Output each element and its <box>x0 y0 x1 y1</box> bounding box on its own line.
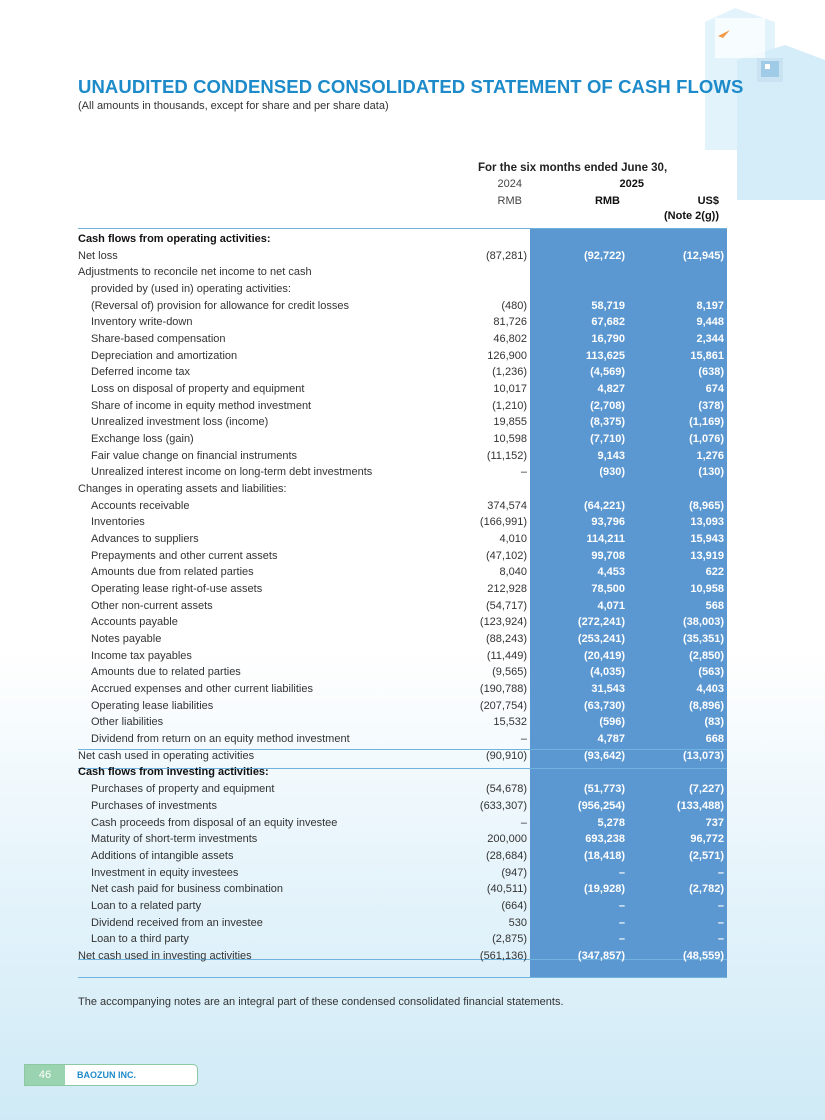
value-2025-usd: (48,559) <box>683 949 724 962</box>
row-label: Loan to a related party <box>91 899 202 912</box>
table-total-row <box>78 950 727 967</box>
table-row <box>78 733 727 750</box>
value-2024-rmb: 374,574 <box>487 499 527 512</box>
value-2025-rmb: (8,375) <box>590 416 625 429</box>
row-label: Inventories <box>91 516 145 529</box>
value-2024-rmb: 530 <box>508 916 527 929</box>
value-2025-usd: 2,344 <box>696 333 724 345</box>
value-2025-rmb: 9,143 <box>597 449 625 462</box>
table-row <box>78 333 727 350</box>
value-2025-rmb: – <box>618 916 625 929</box>
value-2025-usd: 1,276 <box>696 449 724 462</box>
value-2025-rmb: (596) <box>599 716 625 729</box>
value-2025-usd: 568 <box>705 599 724 612</box>
value-2025-usd: (2,571) <box>689 849 724 862</box>
table-row <box>78 233 727 250</box>
row-label: Amounts due to related parties <box>91 666 241 679</box>
row-label: Unrealized interest income on long-term debt investments <box>91 466 373 479</box>
currency-rmb-2024: RMB <box>497 195 522 207</box>
table-row <box>78 867 727 884</box>
value-2025-usd: 96,772 <box>690 833 724 846</box>
period-header: For the six months ended June 30, <box>478 162 668 174</box>
table-row <box>78 900 727 917</box>
year-2025-header: 2025 <box>619 178 644 190</box>
value-2024-rmb: (2,875) <box>492 933 527 946</box>
value-2025-usd: 10,958 <box>690 583 724 596</box>
row-label: Income tax payables <box>91 649 192 662</box>
value-2024-rmb: 81,726 <box>493 316 527 329</box>
value-2024-rmb: (88,243) <box>486 633 527 646</box>
value-2025-usd: 9,448 <box>696 316 724 329</box>
value-2025-rmb: (93,642) <box>584 749 625 762</box>
value-2025-usd: 668 <box>705 733 724 746</box>
row-label: Changes in operating assets and liabilities: <box>78 483 287 496</box>
value-2024-rmb: 8,040 <box>499 566 527 579</box>
table-row <box>78 933 727 950</box>
row-label: Operating lease liabilities <box>91 699 214 712</box>
value-2025-usd: (38,003) <box>683 616 724 629</box>
table-row <box>78 483 727 500</box>
row-label: Share of income in equity method investment <box>91 399 312 412</box>
value-2024-rmb: (190,788) <box>479 683 527 696</box>
page-subtitle: (All amounts in thousands, except for share and per share data) <box>78 100 389 112</box>
table-row <box>78 700 727 717</box>
row-label: Depreciation and amortization <box>91 349 238 362</box>
value-2025-rmb: (2,708) <box>590 399 625 412</box>
row-label: Net cash paid for business combination <box>91 883 283 896</box>
value-2025-usd: 737 <box>705 816 724 829</box>
row-label: Cash flows from operating activities: <box>78 233 271 245</box>
value-2025-usd: (638) <box>698 366 724 379</box>
value-2025-rmb: 78,500 <box>591 583 625 596</box>
value-2024-rmb: 200,000 <box>487 833 527 846</box>
value-2025-rmb: (930) <box>599 466 625 479</box>
value-2025-usd: (563) <box>698 666 724 679</box>
value-2025-usd: 622 <box>705 566 724 579</box>
value-2024-rmb: (90,910) <box>486 749 527 762</box>
table-row <box>78 366 727 383</box>
table-row <box>78 583 727 600</box>
value-2025-rmb: (92,722) <box>584 249 625 262</box>
row-label: Notes payable <box>91 633 162 646</box>
value-2024-rmb: 15,532 <box>493 716 527 729</box>
value-2025-usd: 674 <box>705 383 724 395</box>
table-row <box>78 500 727 517</box>
row-label: (Reversal of) provision for allowance for credit losses <box>91 299 349 312</box>
row-label: Dividend from return on an equity method investment <box>91 733 350 746</box>
value-2025-rmb: (19,928) <box>584 883 625 896</box>
value-2024-rmb: (54,678) <box>486 783 527 796</box>
table-row <box>78 616 727 633</box>
row-label: Additions of intangible assets <box>91 849 234 862</box>
table-row <box>78 817 727 834</box>
row-label: Accounts payable <box>91 616 178 629</box>
page-title: UNAUDITED CONDENSED CONSOLIDATED STATEMENT OF CASH FLOWS <box>78 76 744 97</box>
value-2025-rmb: 114,211 <box>586 533 625 546</box>
table-row <box>78 533 727 550</box>
row-label: Other liabilities <box>91 716 164 729</box>
table-row <box>78 850 727 867</box>
table-row <box>78 450 727 467</box>
row-label: Amounts due from related parties <box>91 566 254 579</box>
table-row <box>78 600 727 617</box>
table-row <box>78 917 727 934</box>
row-label: Investment in equity investees <box>91 866 239 879</box>
table-row <box>78 516 727 533</box>
table-row <box>78 383 727 400</box>
table-row <box>78 550 727 567</box>
table-row <box>78 316 727 333</box>
value-2024-rmb: 4,010 <box>499 533 527 546</box>
value-2025-usd: (133,488) <box>676 799 724 812</box>
footnote: The accompanying notes are an integral part of these condensed consolidated financial statements. <box>78 996 564 1008</box>
currency-note: (Note 2(g)) <box>664 210 719 222</box>
value-2024-rmb: (11,152) <box>486 449 527 462</box>
value-2025-rmb: (20,419) <box>584 649 625 662</box>
value-2025-usd: 13,919 <box>690 549 724 562</box>
header-rule <box>78 228 727 229</box>
value-2025-rmb: 5,278 <box>597 816 625 829</box>
value-2025-rmb: 4,453 <box>597 566 625 579</box>
row-label: Loss on disposal of property and equipment <box>91 383 305 395</box>
table-row <box>78 683 727 700</box>
value-2024-rmb: (9,565) <box>492 666 527 679</box>
value-2025-usd: (7,227) <box>689 783 724 796</box>
value-2025-usd: 13,093 <box>690 516 724 529</box>
row-label: Unrealized investment loss (income) <box>91 416 269 429</box>
value-2024-rmb: (28,684) <box>486 849 527 862</box>
row-label: Dividend received from an investee <box>91 916 263 929</box>
value-2025-rmb: (4,569) <box>590 366 625 379</box>
value-2024-rmb: 212,928 <box>487 583 527 596</box>
table-row <box>78 400 727 417</box>
value-2024-rmb: – <box>520 733 527 746</box>
value-2024-rmb: (47,102) <box>486 549 527 562</box>
value-2025-rmb: (956,254) <box>577 799 625 812</box>
value-2025-rmb: (64,221) <box>584 499 625 512</box>
row-label: Cash flows from investing activities: <box>78 766 269 779</box>
row-label: Net loss <box>78 249 118 262</box>
row-label: Prepayments and other current assets <box>91 549 278 562</box>
row-label: Cash proceeds from disposal of an equity investee <box>91 816 338 829</box>
row-label: Deferred income tax <box>91 366 191 379</box>
row-label: Advances to suppliers <box>91 533 199 546</box>
value-2025-rmb: – <box>618 866 625 879</box>
table-row <box>78 416 727 433</box>
value-2025-usd: (378) <box>698 399 724 412</box>
value-2025-usd: (35,351) <box>683 633 724 646</box>
value-2024-rmb: – <box>520 466 527 479</box>
value-2025-rmb: 93,796 <box>591 516 625 529</box>
value-2025-usd: (130) <box>698 466 724 479</box>
table-row <box>78 433 727 450</box>
value-2024-rmb: – <box>520 816 527 829</box>
value-2025-rmb: (63,730) <box>584 699 625 712</box>
value-2025-usd: – <box>717 899 724 912</box>
value-2025-rmb: (272,241) <box>577 616 625 629</box>
table-row <box>78 350 727 367</box>
table-row <box>78 800 727 817</box>
value-2025-rmb: 16,790 <box>591 333 625 345</box>
currency-rmb-2025: RMB <box>594 195 620 207</box>
value-2025-rmb: 4,071 <box>597 599 625 612</box>
value-2025-usd: 15,861 <box>690 349 724 362</box>
table-row <box>78 466 727 483</box>
value-2024-rmb: (123,924) <box>479 616 527 629</box>
value-2025-rmb: 4,787 <box>597 733 625 746</box>
value-2024-rmb: (87,281) <box>486 249 527 262</box>
table-row <box>78 666 727 683</box>
value-2024-rmb: (11,449) <box>486 649 527 662</box>
value-2025-usd: (1,076) <box>689 433 724 445</box>
page-number: 46 <box>25 1065 65 1085</box>
value-2025-rmb: 58,719 <box>591 299 625 312</box>
row-label: Purchases of investments <box>91 799 217 812</box>
table-row <box>78 633 727 650</box>
corner-decoration-illustration <box>685 0 825 200</box>
value-2025-rmb: (51,773) <box>584 783 625 796</box>
value-2024-rmb: 126,900 <box>487 349 527 362</box>
value-2025-usd: (1,169) <box>689 416 724 429</box>
table-row <box>78 883 727 900</box>
value-2025-rmb: (18,418) <box>584 849 625 862</box>
value-2025-usd: (83) <box>704 716 724 729</box>
year-2024-header: 2024 <box>497 178 522 190</box>
value-2024-rmb: (40,511) <box>486 883 527 896</box>
table-row <box>78 266 727 283</box>
row-label: Other non-current assets <box>91 599 213 612</box>
value-2024-rmb: (207,754) <box>479 699 527 712</box>
table-row <box>78 716 727 733</box>
value-2024-rmb: 19,855 <box>493 416 527 429</box>
row-label: Adjustments to reconcile net income to net cash <box>78 266 312 279</box>
value-2025-usd: (8,896) <box>689 699 724 712</box>
row-label: provided by (used in) operating activities: <box>91 283 291 295</box>
row-label: Maturity of short-term investments <box>91 833 258 846</box>
value-2025-rmb: (7,710) <box>590 433 625 445</box>
table-total-row <box>78 750 727 767</box>
investing-total-bottom-rule <box>78 977 727 978</box>
value-2025-usd: 15,943 <box>690 533 724 546</box>
value-2024-rmb: (480) <box>501 299 527 312</box>
value-2024-rmb: (664) <box>501 899 527 912</box>
row-label: Accounts receivable <box>91 499 190 512</box>
value-2024-rmb: (1,236) <box>492 366 527 379</box>
value-2025-usd: (12,945) <box>683 249 724 262</box>
row-label: Exchange loss (gain) <box>91 433 194 445</box>
table-row <box>78 783 727 800</box>
value-2025-rmb: 67,682 <box>591 316 625 329</box>
table-row <box>78 283 727 300</box>
value-2025-usd: – <box>717 916 724 929</box>
row-label: Net cash used in investing activities <box>78 949 252 962</box>
value-2025-usd: (2,782) <box>689 883 724 896</box>
value-2025-usd: – <box>717 933 724 946</box>
company-name: BAOZUN INC. <box>77 1070 136 1080</box>
page-footer-tab <box>24 1064 198 1086</box>
value-2024-rmb: (633,307) <box>479 799 527 812</box>
value-2025-usd: (8,965) <box>689 499 724 512</box>
value-2024-rmb: 10,598 <box>493 433 527 445</box>
value-2025-rmb: 693,238 <box>585 833 625 846</box>
value-2024-rmb: (561,136) <box>479 949 527 962</box>
table-row <box>78 833 727 850</box>
value-2025-rmb: – <box>618 899 625 912</box>
value-2025-usd: 8,197 <box>696 299 724 312</box>
value-2025-usd: (2,850) <box>689 649 724 662</box>
value-2025-usd: 4,403 <box>696 683 724 696</box>
table-row <box>78 566 727 583</box>
value-2025-usd: – <box>717 866 724 879</box>
value-2024-rmb: (947) <box>501 866 527 879</box>
value-2025-rmb: 4,827 <box>597 383 625 395</box>
row-label: Purchases of property and equipment <box>91 783 275 796</box>
value-2025-rmb: 31,543 <box>591 683 625 696</box>
row-label: Fair value change on financial instruments <box>91 449 298 462</box>
value-2024-rmb: (166,991) <box>479 516 527 529</box>
currency-usd: US$ <box>697 195 719 207</box>
row-label: Loan to a third party <box>91 933 189 946</box>
row-label: Operating lease right-of-use assets <box>91 583 263 596</box>
table-row <box>78 300 727 317</box>
value-2024-rmb: 46,802 <box>493 333 527 345</box>
table-row <box>78 766 727 783</box>
value-2025-rmb: – <box>618 933 625 946</box>
value-2025-rmb: (253,241) <box>577 633 625 646</box>
value-2025-rmb: (347,857) <box>577 949 625 962</box>
value-2024-rmb: (1,210) <box>492 399 527 412</box>
row-label: Net cash used in operating activities <box>78 749 255 762</box>
table-row <box>78 650 727 667</box>
value-2024-rmb: (54,717) <box>486 599 527 612</box>
row-label: Inventory write-down <box>91 316 193 329</box>
value-2024-rmb: 10,017 <box>493 383 527 395</box>
table-row <box>78 250 727 267</box>
row-label: Share-based compensation <box>91 333 226 345</box>
value-2025-rmb: 99,708 <box>591 549 625 562</box>
value-2025-usd: (13,073) <box>683 749 724 762</box>
value-2025-rmb: (4,035) <box>590 666 625 679</box>
value-2025-rmb: 113,625 <box>585 349 625 362</box>
row-label: Accrued expenses and other current liabilities <box>91 683 313 696</box>
